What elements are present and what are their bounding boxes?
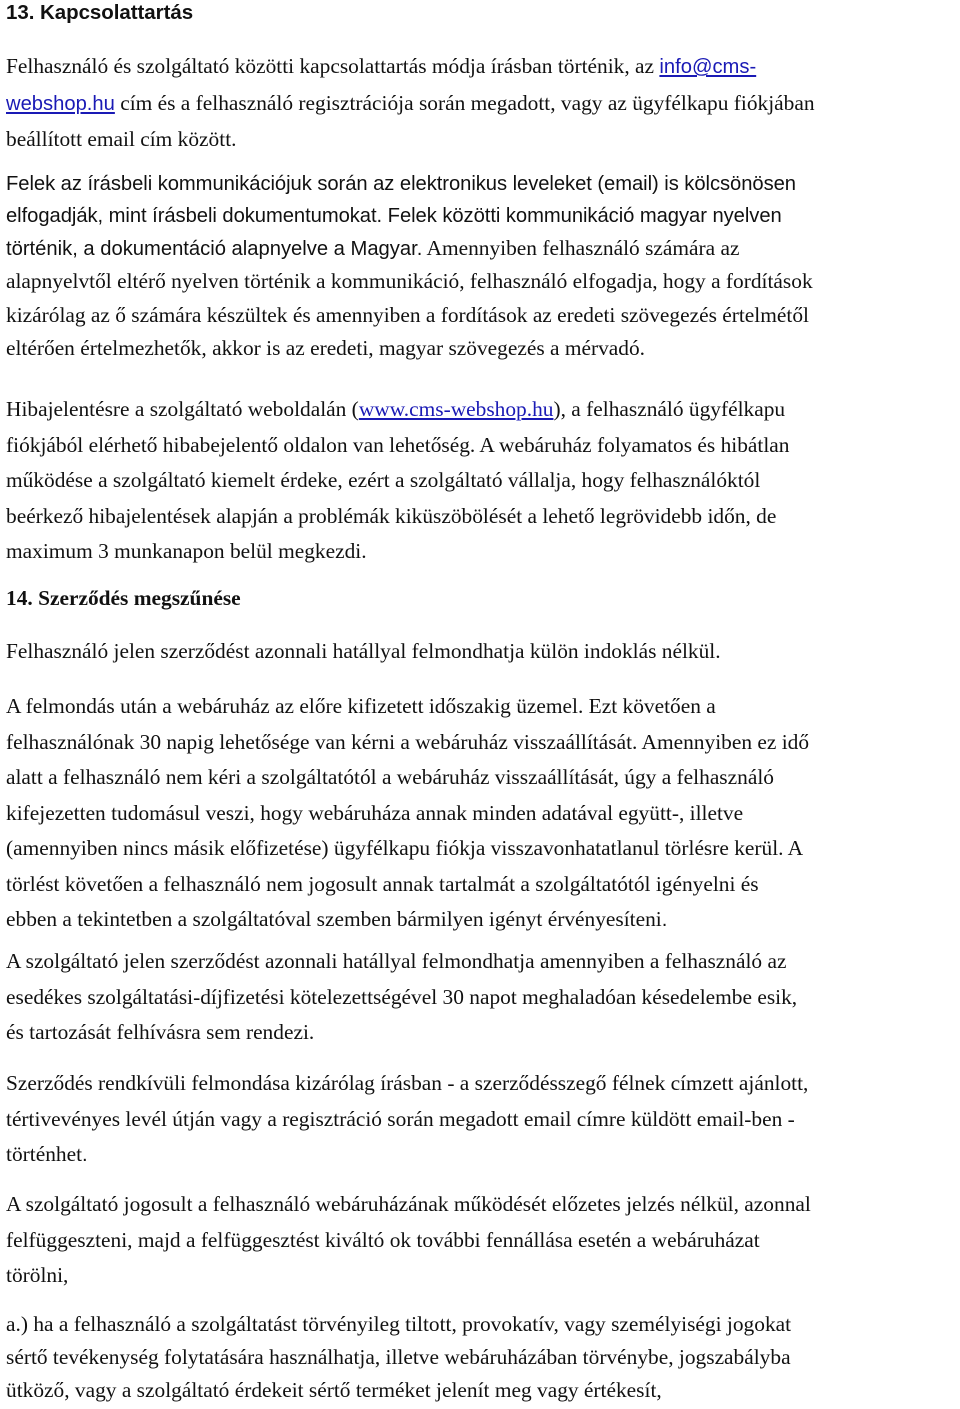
text-span: Felhasználó és szolgáltató közötti kapcsolattartás módja írásban történik, az xyxy=(6,54,660,78)
paragraph-line: és tartozását felhívásra sem rendezi. xyxy=(6,1020,315,1044)
paragraph-line: ütköző, vagy a szolgáltató érdekeit sértő terméket jelenít meg vagy értékesít, xyxy=(6,1378,662,1402)
paragraph-line: A szolgáltató jelen szerződést azonnali hatállyal felmondhatja amennyiben a felhasználó az xyxy=(6,949,787,973)
paragraph-line: kifejezetten tudomásul veszi, hogy webáruháza annak minden adatával együtt-, illetve xyxy=(6,800,744,825)
text-span: ebben a tekintetben a szolgáltatóval szemben bármilyen igényt érvényesíteni xyxy=(6,907,662,931)
paragraph-line xyxy=(6,392,789,428)
website-link[interactable]: www.cms-webshop.hu xyxy=(358,397,554,421)
paragraph-line: kizárólag az ő számára készültek és amennyiben a fordítások az eredeti szövegezés értelmétől xyxy=(6,302,809,327)
paragraph-line: Felek az írásbeli kommunikációjuk során az elektronikus leveleket (email) is kölcsönösen xyxy=(6,173,796,195)
paragraph-line: törlést követően a felhasználó nem jogosult annak tartalmát a szolgáltatótól igényelni és xyxy=(6,871,759,896)
paragraph-line: alatt a felhasználó nem kéri a szolgáltatótól a webáruház visszaállítását, úgy a felhasználó xyxy=(6,765,774,789)
email-link-continued[interactable]: webshop.hu xyxy=(6,92,115,115)
paragraph-line: A felmondás után a webáruház az előre kifizetett időszakig üzemel. Ezt követően a xyxy=(6,694,716,718)
paragraph-line: maximum 3 munkanapon belül megkezdi. xyxy=(6,539,367,563)
paragraph-line: alapnyelvtől eltérő nyelven történik a kommunikáció, felhasználó elfogadja, hogy a fordítások xyxy=(6,269,813,293)
paragraph-line: törölni, xyxy=(6,1263,69,1287)
paragraph-line xyxy=(6,49,815,86)
text-span: . xyxy=(82,1144,88,1166)
text-span: történik, a dokumentáció alapnyelve a Magyar. xyxy=(6,238,423,260)
section-14-paragraph-2 xyxy=(6,689,809,939)
paragraph-line xyxy=(6,232,813,265)
paragraph-line: felhasználónak 30 napig lehetősége van kérni a webáruház visszaállítását. Amennyiben ez idő xyxy=(6,729,810,754)
paragraph-line: esedékes szolgáltatási-díjfizetési kötelezettségével 30 napot meghaladóan késedelembe esik, xyxy=(6,984,798,1009)
paragraph-line: felfüggeszteni, majd a felfüggesztést kiváltó ok további fennállása esetén a webáruházat xyxy=(6,1227,760,1252)
section-13-paragraph-1 xyxy=(6,49,815,158)
paragraph-line: (amennyiben nincs másik előfizetése) ügyfélkapu fiókja visszavonhatatlanul törlésre kerül. A xyxy=(6,836,804,860)
text-span: ), a felhasználó ügyfélkapu xyxy=(553,397,786,421)
paragraph-line: beérkező hibajelentések alapján a problémák kiküszöbölését a lehető legrövidebb időn, de xyxy=(6,503,777,528)
paragraph-line xyxy=(6,902,809,939)
section-13-paragraph-2 xyxy=(6,168,813,366)
text-span: Amennyiben felhasználó számára az xyxy=(422,236,740,260)
text-span: cím és a felhasználó regisztrációja során megadott, vagy az ügyfélkapu fiókjában xyxy=(114,90,815,115)
paragraph-line: Szerződés rendkívüli felmondása kizárólag írásban - a szerződésszegő félnek címzett ajánlott, xyxy=(6,1071,809,1095)
paragraph-line xyxy=(6,428,789,464)
text-span: fiókjából elérhető hibabejelentő oldalon van lehetőség. xyxy=(6,432,476,457)
paragraph-line xyxy=(6,86,815,123)
paragraph-line xyxy=(6,1137,808,1174)
text-span: történhet xyxy=(6,1142,83,1166)
email-link[interactable]: info@cms- xyxy=(659,56,757,78)
paragraph-line: a.) ha a felhasználó a szolgáltatást törvényileg tiltott, provokatív, vagy személyiségi jogokat xyxy=(6,1312,792,1336)
paragraph-line: tértivevényes levél útján vagy a regisztráció során megadott email címre küldött email-ben - xyxy=(6,1106,795,1131)
section-14-paragraph-6 xyxy=(6,1308,791,1407)
paragraph-line: működése a szolgáltató kiemelt érdeke, ezért a szolgáltató vállalja, hogy felhasználóktól xyxy=(6,468,761,492)
paragraph-line: sértő tevékenység folytatására használhatja, illetve webáruházában törvénybe, jogszabályba xyxy=(6,1345,791,1369)
paragraph-line: eltérően értelmezhetők, akkor is az eredeti, magyar szövegezés a mérvadó. xyxy=(6,336,646,360)
section-14-paragraph-3 xyxy=(6,944,797,1051)
section-14-paragraph-4 xyxy=(6,1066,808,1174)
paragraph-line: A szolgáltató jogosult a felhasználó webáruházának működését előzetes jelzés nélkül, azonnal xyxy=(6,1192,811,1216)
section-14-paragraph-1 xyxy=(6,634,721,670)
section-13-title: 13. Kapcsolattartás xyxy=(6,1,194,24)
text-span: A webáruház folyamatos és hibátlan xyxy=(475,432,790,457)
text-span: . xyxy=(661,909,668,931)
section-14-paragraph-5 xyxy=(6,1187,811,1294)
paragraph-line: Felhasználó jelen szerződést azonnali hatállyal felmondhatja külön indoklás nélkül. xyxy=(6,639,721,663)
text-span: Hibajelentésre a szolgáltató weboldalán ( xyxy=(6,397,359,421)
section-13-paragraph-3 xyxy=(6,392,789,570)
paragraph-line: beállított email cím között. xyxy=(6,127,237,151)
section-14-title: 14. Szerződés megszűnése xyxy=(6,586,241,610)
paragraph-line: elfogadják, mint írásbeli dokumentumokat. Felek közötti kommunikáció magyar nyelven xyxy=(6,205,782,227)
